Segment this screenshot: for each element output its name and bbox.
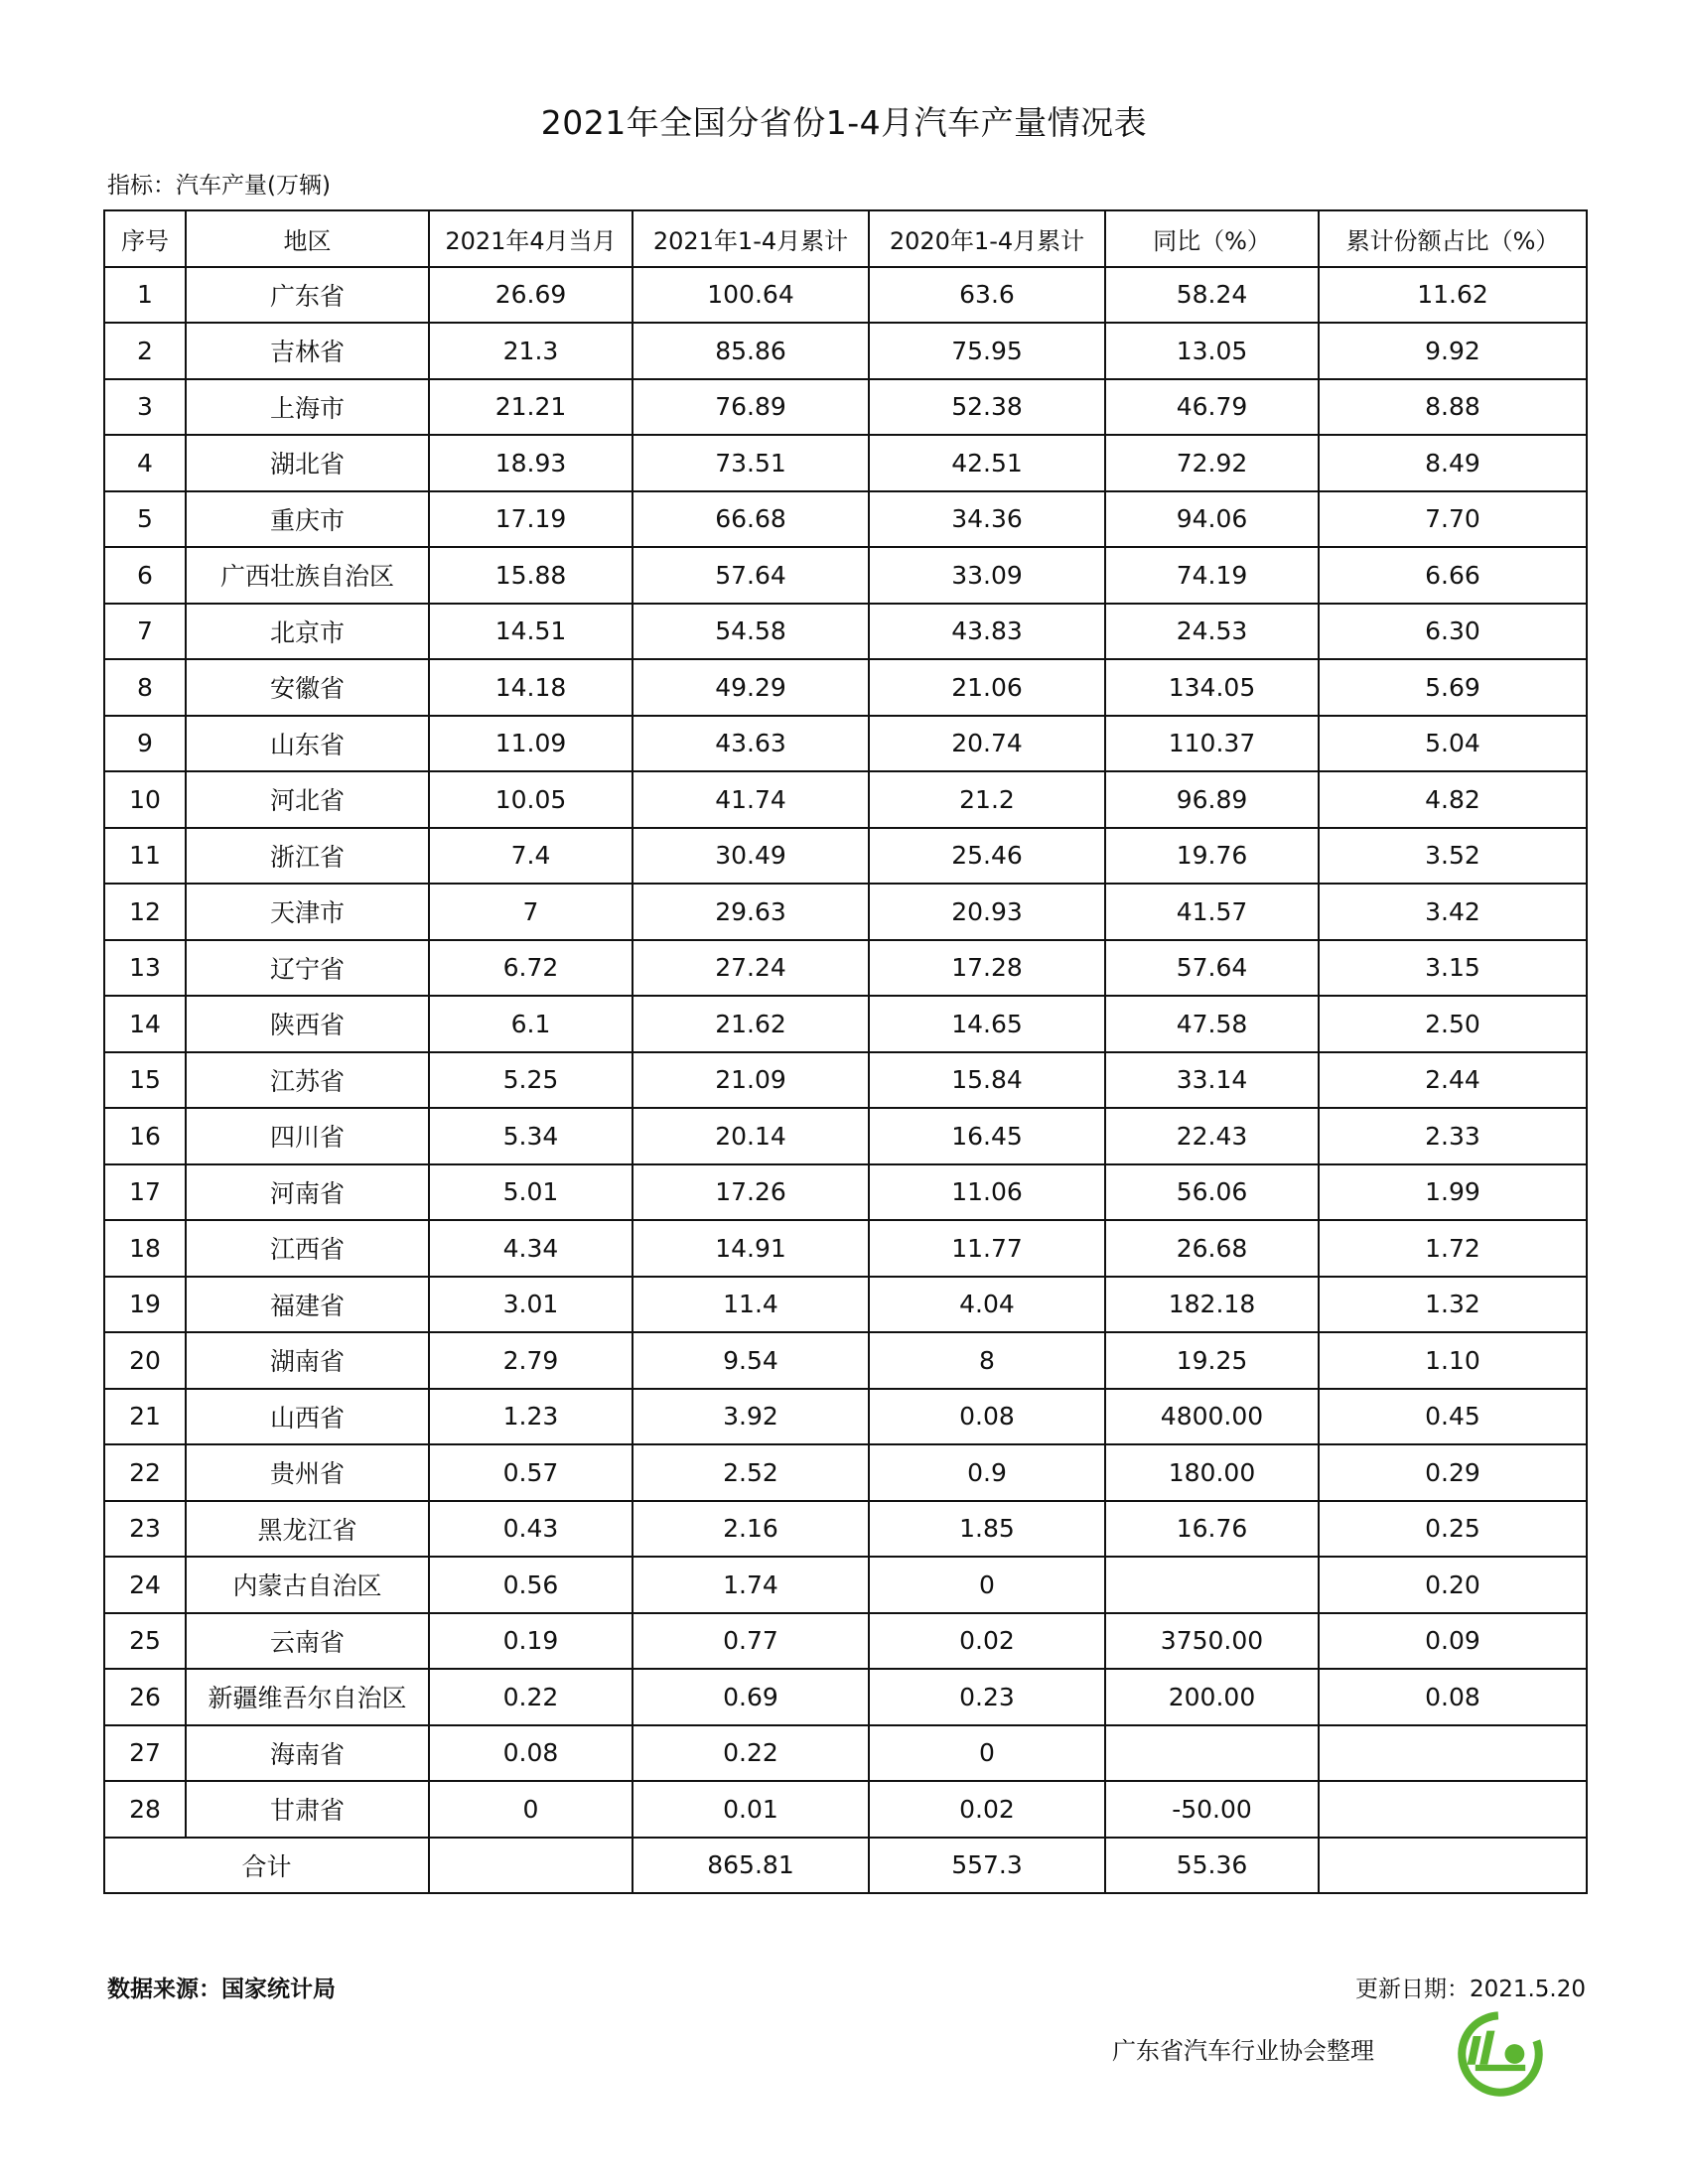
data-source: 数据来源：国家统计局	[107, 1977, 336, 2002]
cell-cum-2021: 11.4	[633, 1277, 869, 1333]
header-share: 累计份额占比（%）	[1319, 210, 1587, 267]
total-month-2021-04	[429, 1838, 633, 1894]
table-row	[104, 1108, 1587, 1164]
cell-cum-2020: 43.83	[869, 604, 1105, 660]
cell-cum-2020: 17.28	[869, 940, 1105, 997]
cell-region: 内蒙古自治区	[186, 1557, 429, 1613]
cell-yoy: 57.64	[1105, 940, 1319, 997]
cell-month-2021-04: 0.08	[429, 1725, 633, 1782]
cell-cum-2021: 21.09	[633, 1052, 869, 1109]
cell-cum-2021: 2.16	[633, 1501, 869, 1558]
cell-cum-2021: 76.89	[633, 379, 869, 436]
cell-share: 4.82	[1319, 771, 1587, 828]
cell-cum-2021: 85.86	[633, 323, 869, 379]
cell-cum-2021: 30.49	[633, 828, 869, 885]
cell-share: 0.29	[1319, 1444, 1587, 1501]
cell-cum-2021: 73.51	[633, 435, 869, 491]
cell-index: 22	[104, 1444, 186, 1501]
cell-region: 河北省	[186, 771, 429, 828]
cell-index: 6	[104, 547, 186, 604]
cell-region: 上海市	[186, 379, 429, 436]
header-cum-2021: 2021年1-4月累计	[633, 210, 869, 267]
cell-cum-2020: 34.36	[869, 491, 1105, 548]
cell-index: 5	[104, 491, 186, 548]
cell-cum-2021: 43.63	[633, 716, 869, 772]
cell-region: 湖北省	[186, 435, 429, 491]
cell-cum-2020: 75.95	[869, 323, 1105, 379]
cell-yoy	[1105, 1725, 1319, 1782]
cell-share: 8.49	[1319, 435, 1587, 491]
cell-index: 17	[104, 1164, 186, 1221]
cell-cum-2021: 57.64	[633, 547, 869, 604]
cell-cum-2021: 0.22	[633, 1725, 869, 1782]
cell-yoy: 16.76	[1105, 1501, 1319, 1558]
cell-index: 10	[104, 771, 186, 828]
cell-share: 3.15	[1319, 940, 1587, 997]
cell-month-2021-04: 5.01	[429, 1164, 633, 1221]
cell-share	[1319, 1781, 1587, 1838]
cell-month-2021-04: 21.21	[429, 379, 633, 436]
cell-share: 1.72	[1319, 1220, 1587, 1277]
association-logo-icon	[1456, 2009, 1545, 2099]
cell-yoy: 22.43	[1105, 1108, 1319, 1164]
cell-region: 重庆市	[186, 491, 429, 548]
production-table	[103, 209, 1588, 1894]
cell-share: 0.08	[1319, 1669, 1587, 1725]
cell-cum-2021: 1.74	[633, 1557, 869, 1613]
cell-share: 5.69	[1319, 659, 1587, 716]
cell-month-2021-04: 7.4	[429, 828, 633, 885]
cell-cum-2020: 21.2	[869, 771, 1105, 828]
cell-index: 20	[104, 1332, 186, 1389]
cell-cum-2021: 21.62	[633, 996, 869, 1052]
table-row	[104, 771, 1587, 828]
cell-month-2021-04: 5.34	[429, 1108, 633, 1164]
cell-month-2021-04: 21.3	[429, 323, 633, 379]
cell-month-2021-04: 10.05	[429, 771, 633, 828]
cell-region: 天津市	[186, 884, 429, 940]
table-row	[104, 1220, 1587, 1277]
cell-cum-2020: 4.04	[869, 1277, 1105, 1333]
cell-month-2021-04: 0.19	[429, 1613, 633, 1670]
cell-index: 19	[104, 1277, 186, 1333]
cell-index: 9	[104, 716, 186, 772]
cell-cum-2020: 21.06	[869, 659, 1105, 716]
table-row	[104, 1781, 1587, 1838]
cell-region: 福建省	[186, 1277, 429, 1333]
cell-region: 山东省	[186, 716, 429, 772]
cell-month-2021-04: 3.01	[429, 1277, 633, 1333]
cell-yoy: 13.05	[1105, 323, 1319, 379]
cell-index: 11	[104, 828, 186, 885]
cell-cum-2021: 2.52	[633, 1444, 869, 1501]
cell-month-2021-04: 6.1	[429, 996, 633, 1052]
cell-index: 1	[104, 267, 186, 324]
cell-cum-2020: 0	[869, 1725, 1105, 1782]
cell-share: 1.99	[1319, 1164, 1587, 1221]
cell-yoy: 200.00	[1105, 1669, 1319, 1725]
cell-cum-2021: 14.91	[633, 1220, 869, 1277]
cell-yoy: 182.18	[1105, 1277, 1319, 1333]
cell-month-2021-04: 26.69	[429, 267, 633, 324]
indicator-label: 指标：汽车产量(万辆)	[107, 173, 331, 199]
cell-region: 新疆维吾尔自治区	[186, 1669, 429, 1725]
cell-cum-2020: 0.02	[869, 1781, 1105, 1838]
cell-region: 江苏省	[186, 1052, 429, 1109]
cell-share: 0.45	[1319, 1389, 1587, 1445]
table-row	[104, 604, 1587, 660]
cell-yoy	[1105, 1557, 1319, 1613]
cell-yoy: 24.53	[1105, 604, 1319, 660]
cell-region: 海南省	[186, 1725, 429, 1782]
cell-month-2021-04: 11.09	[429, 716, 633, 772]
cell-index: 8	[104, 659, 186, 716]
cell-cum-2020: 63.6	[869, 267, 1105, 324]
cell-cum-2021: 17.26	[633, 1164, 869, 1221]
cell-yoy: 134.05	[1105, 659, 1319, 716]
table-row	[104, 659, 1587, 716]
table-row	[104, 435, 1587, 491]
cell-yoy: 4800.00	[1105, 1389, 1319, 1445]
cell-month-2021-04: 0.57	[429, 1444, 633, 1501]
header-region: 地区	[186, 210, 429, 267]
cell-yoy: 41.57	[1105, 884, 1319, 940]
cell-cum-2020: 33.09	[869, 547, 1105, 604]
cell-share: 1.10	[1319, 1332, 1587, 1389]
cell-cum-2020: 14.65	[869, 996, 1105, 1052]
cell-share: 3.42	[1319, 884, 1587, 940]
cell-cum-2021: 29.63	[633, 884, 869, 940]
table-row	[104, 1444, 1587, 1501]
header-month-2021-04: 2021年4月当月	[429, 210, 633, 267]
cell-region: 四川省	[186, 1108, 429, 1164]
cell-yoy: 72.92	[1105, 435, 1319, 491]
cell-cum-2020: 1.85	[869, 1501, 1105, 1558]
cell-index: 24	[104, 1557, 186, 1613]
header-yoy: 同比（%）	[1105, 210, 1319, 267]
page-title: 2021年全国分省份1-4月汽车产量情况表	[540, 103, 1148, 142]
cell-index: 28	[104, 1781, 186, 1838]
cell-index: 26	[104, 1669, 186, 1725]
cell-cum-2021: 41.74	[633, 771, 869, 828]
cell-yoy: 110.37	[1105, 716, 1319, 772]
cell-yoy: 33.14	[1105, 1052, 1319, 1109]
cell-region: 贵州省	[186, 1444, 429, 1501]
header-index: 序号	[104, 210, 186, 267]
cell-region: 山西省	[186, 1389, 429, 1445]
cell-month-2021-04: 14.51	[429, 604, 633, 660]
cell-yoy: 180.00	[1105, 1444, 1319, 1501]
table-row	[104, 1669, 1587, 1725]
cell-region: 北京市	[186, 604, 429, 660]
cell-cum-2020: 0.02	[869, 1613, 1105, 1670]
table-row	[104, 1501, 1587, 1558]
cell-yoy: 74.19	[1105, 547, 1319, 604]
cell-share: 0.09	[1319, 1613, 1587, 1670]
cell-month-2021-04: 2.79	[429, 1332, 633, 1389]
cell-share: 8.88	[1319, 379, 1587, 436]
cell-month-2021-04: 7	[429, 884, 633, 940]
table-row	[104, 828, 1587, 885]
cell-region: 辽宁省	[186, 940, 429, 997]
total-yoy: 55.36	[1105, 1838, 1319, 1894]
cell-cum-2021: 49.29	[633, 659, 869, 716]
table-row	[104, 940, 1587, 997]
cell-region: 江西省	[186, 1220, 429, 1277]
cell-cum-2021: 54.58	[633, 604, 869, 660]
cell-yoy: 46.79	[1105, 379, 1319, 436]
cell-yoy: 3750.00	[1105, 1613, 1319, 1670]
cell-month-2021-04: 5.25	[429, 1052, 633, 1109]
cell-cum-2020: 15.84	[869, 1052, 1105, 1109]
cell-share: 2.50	[1319, 996, 1587, 1052]
cell-yoy: 19.25	[1105, 1332, 1319, 1389]
cell-month-2021-04: 0.43	[429, 1501, 633, 1558]
cell-share: 2.33	[1319, 1108, 1587, 1164]
cell-index: 3	[104, 379, 186, 436]
total-cum-2021: 865.81	[633, 1838, 869, 1894]
cell-region: 湖南省	[186, 1332, 429, 1389]
cell-index: 15	[104, 1052, 186, 1109]
table-row	[104, 716, 1587, 772]
cell-region: 广西壮族自治区	[186, 547, 429, 604]
cell-cum-2021: 20.14	[633, 1108, 869, 1164]
cell-yoy: 26.68	[1105, 1220, 1319, 1277]
total-share	[1319, 1838, 1587, 1894]
cell-index: 7	[104, 604, 186, 660]
cell-share: 1.32	[1319, 1277, 1587, 1333]
cell-month-2021-04: 0	[429, 1781, 633, 1838]
cell-month-2021-04: 6.72	[429, 940, 633, 997]
cell-month-2021-04: 18.93	[429, 435, 633, 491]
cell-cum-2021: 100.64	[633, 267, 869, 324]
cell-cum-2020: 25.46	[869, 828, 1105, 885]
table-row	[104, 267, 1587, 324]
cell-cum-2020: 42.51	[869, 435, 1105, 491]
cell-cum-2021: 0.77	[633, 1613, 869, 1670]
table-row	[104, 491, 1587, 548]
cell-month-2021-04: 0.56	[429, 1557, 633, 1613]
cell-cum-2021: 0.69	[633, 1669, 869, 1725]
table-row	[104, 996, 1587, 1052]
cell-share: 6.30	[1319, 604, 1587, 660]
cell-cum-2020: 20.93	[869, 884, 1105, 940]
cell-yoy: 94.06	[1105, 491, 1319, 548]
cell-cum-2021: 0.01	[633, 1781, 869, 1838]
total-cum-2020: 557.3	[869, 1838, 1105, 1894]
cell-cum-2020: 20.74	[869, 716, 1105, 772]
cell-index: 4	[104, 435, 186, 491]
cell-cum-2020: 52.38	[869, 379, 1105, 436]
cell-share: 3.52	[1319, 828, 1587, 885]
cell-cum-2021: 27.24	[633, 940, 869, 997]
cell-share: 9.92	[1319, 323, 1587, 379]
cell-month-2021-04: 0.22	[429, 1669, 633, 1725]
cell-index: 14	[104, 996, 186, 1052]
cell-month-2021-04: 4.34	[429, 1220, 633, 1277]
cell-share: 2.44	[1319, 1052, 1587, 1109]
cell-index: 16	[104, 1108, 186, 1164]
organizer-label: 广东省汽车行业协会整理	[1112, 2037, 1374, 2065]
cell-cum-2021: 9.54	[633, 1332, 869, 1389]
cell-region: 吉林省	[186, 323, 429, 379]
cell-share: 6.66	[1319, 547, 1587, 604]
update-date: 更新日期：2021.5.20	[1354, 1977, 1586, 2002]
table-row	[104, 1557, 1587, 1613]
cell-yoy: 96.89	[1105, 771, 1319, 828]
cell-yoy: 56.06	[1105, 1164, 1319, 1221]
cell-cum-2020: 0	[869, 1557, 1105, 1613]
cell-region: 河南省	[186, 1164, 429, 1221]
table-row	[104, 1277, 1587, 1333]
cell-share: 11.62	[1319, 267, 1587, 324]
cell-index: 13	[104, 940, 186, 997]
cell-index: 12	[104, 884, 186, 940]
cell-cum-2020: 11.77	[869, 1220, 1105, 1277]
table-row	[104, 547, 1587, 604]
cell-share: 0.20	[1319, 1557, 1587, 1613]
cell-index: 21	[104, 1389, 186, 1445]
table-row	[104, 1052, 1587, 1109]
cell-cum-2021: 3.92	[633, 1389, 869, 1445]
cell-month-2021-04: 17.19	[429, 491, 633, 548]
table-row	[104, 1613, 1587, 1670]
table-row	[104, 1725, 1587, 1782]
cell-region: 云南省	[186, 1613, 429, 1670]
cell-region: 安徽省	[186, 659, 429, 716]
table-row	[104, 884, 1587, 940]
header-cum-2020: 2020年1-4月累计	[869, 210, 1105, 267]
cell-cum-2020: 8	[869, 1332, 1105, 1389]
cell-yoy: -50.00	[1105, 1781, 1319, 1838]
cell-cum-2021: 66.68	[633, 491, 869, 548]
table-row	[104, 1164, 1587, 1221]
cell-cum-2020: 0.9	[869, 1444, 1105, 1501]
table-row	[104, 1389, 1587, 1445]
cell-yoy: 19.76	[1105, 828, 1319, 885]
total-row	[104, 1838, 1587, 1894]
table-body	[104, 267, 1587, 1838]
cell-region: 甘肃省	[186, 1781, 429, 1838]
cell-index: 2	[104, 323, 186, 379]
total-label: 合计	[104, 1838, 429, 1894]
cell-yoy: 58.24	[1105, 267, 1319, 324]
cell-month-2021-04: 1.23	[429, 1389, 633, 1445]
cell-cum-2020: 11.06	[869, 1164, 1105, 1221]
cell-index: 25	[104, 1613, 186, 1670]
cell-share: 5.04	[1319, 716, 1587, 772]
cell-month-2021-04: 14.18	[429, 659, 633, 716]
table-header-row	[104, 210, 1587, 267]
cell-region: 浙江省	[186, 828, 429, 885]
cell-month-2021-04: 15.88	[429, 547, 633, 604]
cell-region: 黑龙江省	[186, 1501, 429, 1558]
table-row	[104, 323, 1587, 379]
cell-index: 18	[104, 1220, 186, 1277]
cell-yoy: 47.58	[1105, 996, 1319, 1052]
cell-cum-2020: 0.08	[869, 1389, 1105, 1445]
cell-share: 7.70	[1319, 491, 1587, 548]
cell-share	[1319, 1725, 1587, 1782]
cell-cum-2020: 16.45	[869, 1108, 1105, 1164]
cell-share: 0.25	[1319, 1501, 1587, 1558]
cell-cum-2020: 0.23	[869, 1669, 1105, 1725]
cell-index: 23	[104, 1501, 186, 1558]
cell-region: 广东省	[186, 267, 429, 324]
table-row	[104, 1332, 1587, 1389]
cell-region: 陕西省	[186, 996, 429, 1052]
cell-index: 27	[104, 1725, 186, 1782]
table-row	[104, 379, 1587, 436]
